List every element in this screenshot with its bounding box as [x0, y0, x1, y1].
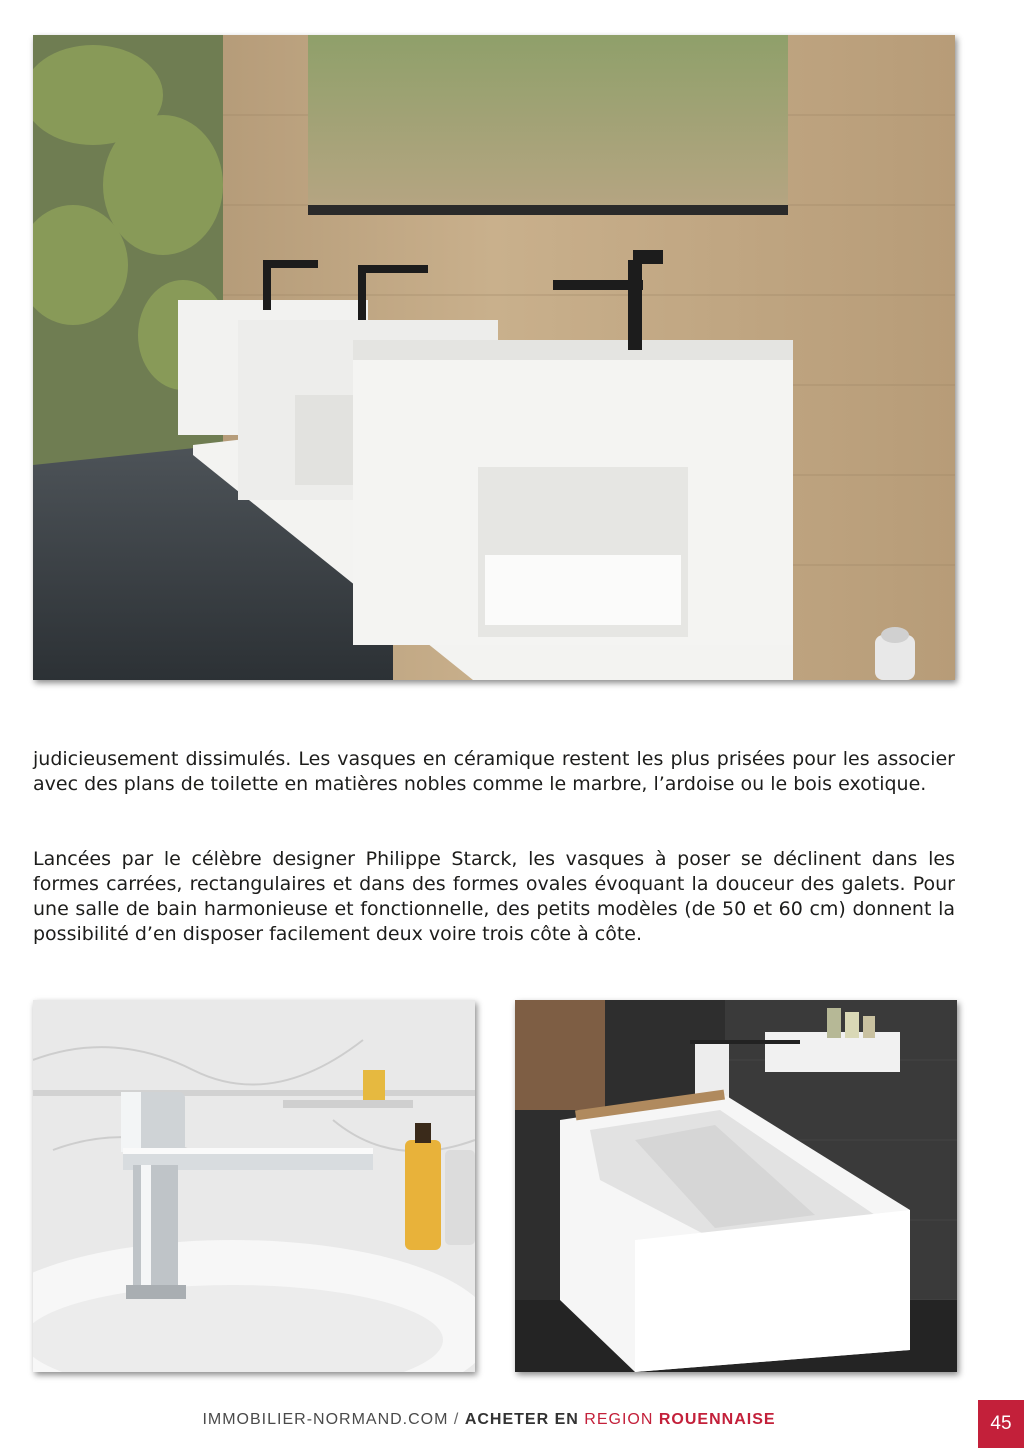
hero-photo — [33, 35, 955, 680]
article-paragraph-1: judicieusement dissimulés. Les vasques en céramique restent les plus prisées pour les associer avec des plans de toilette en matières nobles comme le marbre, l’ardoise ou le bois exotique. — [33, 748, 955, 795]
footer-site[interactable]: IMMOBILIER-NORMAND.COM — [202, 1411, 449, 1428]
page-number: 45 — [978, 1400, 1024, 1448]
footer-separator: / — [453, 1411, 460, 1428]
faucet-photo — [33, 1000, 475, 1372]
footer-line — [0, 1411, 978, 1429]
bathroom-vanity-illustration — [33, 35, 955, 680]
footer-rouennaise: ROUENNAISE — [658, 1411, 776, 1428]
bathtub-photo — [515, 1000, 957, 1372]
white-bathtub-illustration — [515, 1000, 957, 1372]
footer-region: REGION — [584, 1411, 654, 1428]
chrome-faucet-illustration — [33, 1000, 475, 1372]
article-paragraph-2: Lancées par le célèbre designer Philippe Starck, les vasques à poser se déclinent dans les formes carrées, rectangulaires et dans des formes ovales évoquant la douceur des galets. Pour une salle de bain harmonieuse et fonctionnelle, des petits modèles (de 50 et 60 cm) donnent la possibilité d’en disposer facilement deux voire trois côte à côte. — [33, 848, 955, 945]
footer-acheter: ACHETER EN — [464, 1411, 579, 1428]
